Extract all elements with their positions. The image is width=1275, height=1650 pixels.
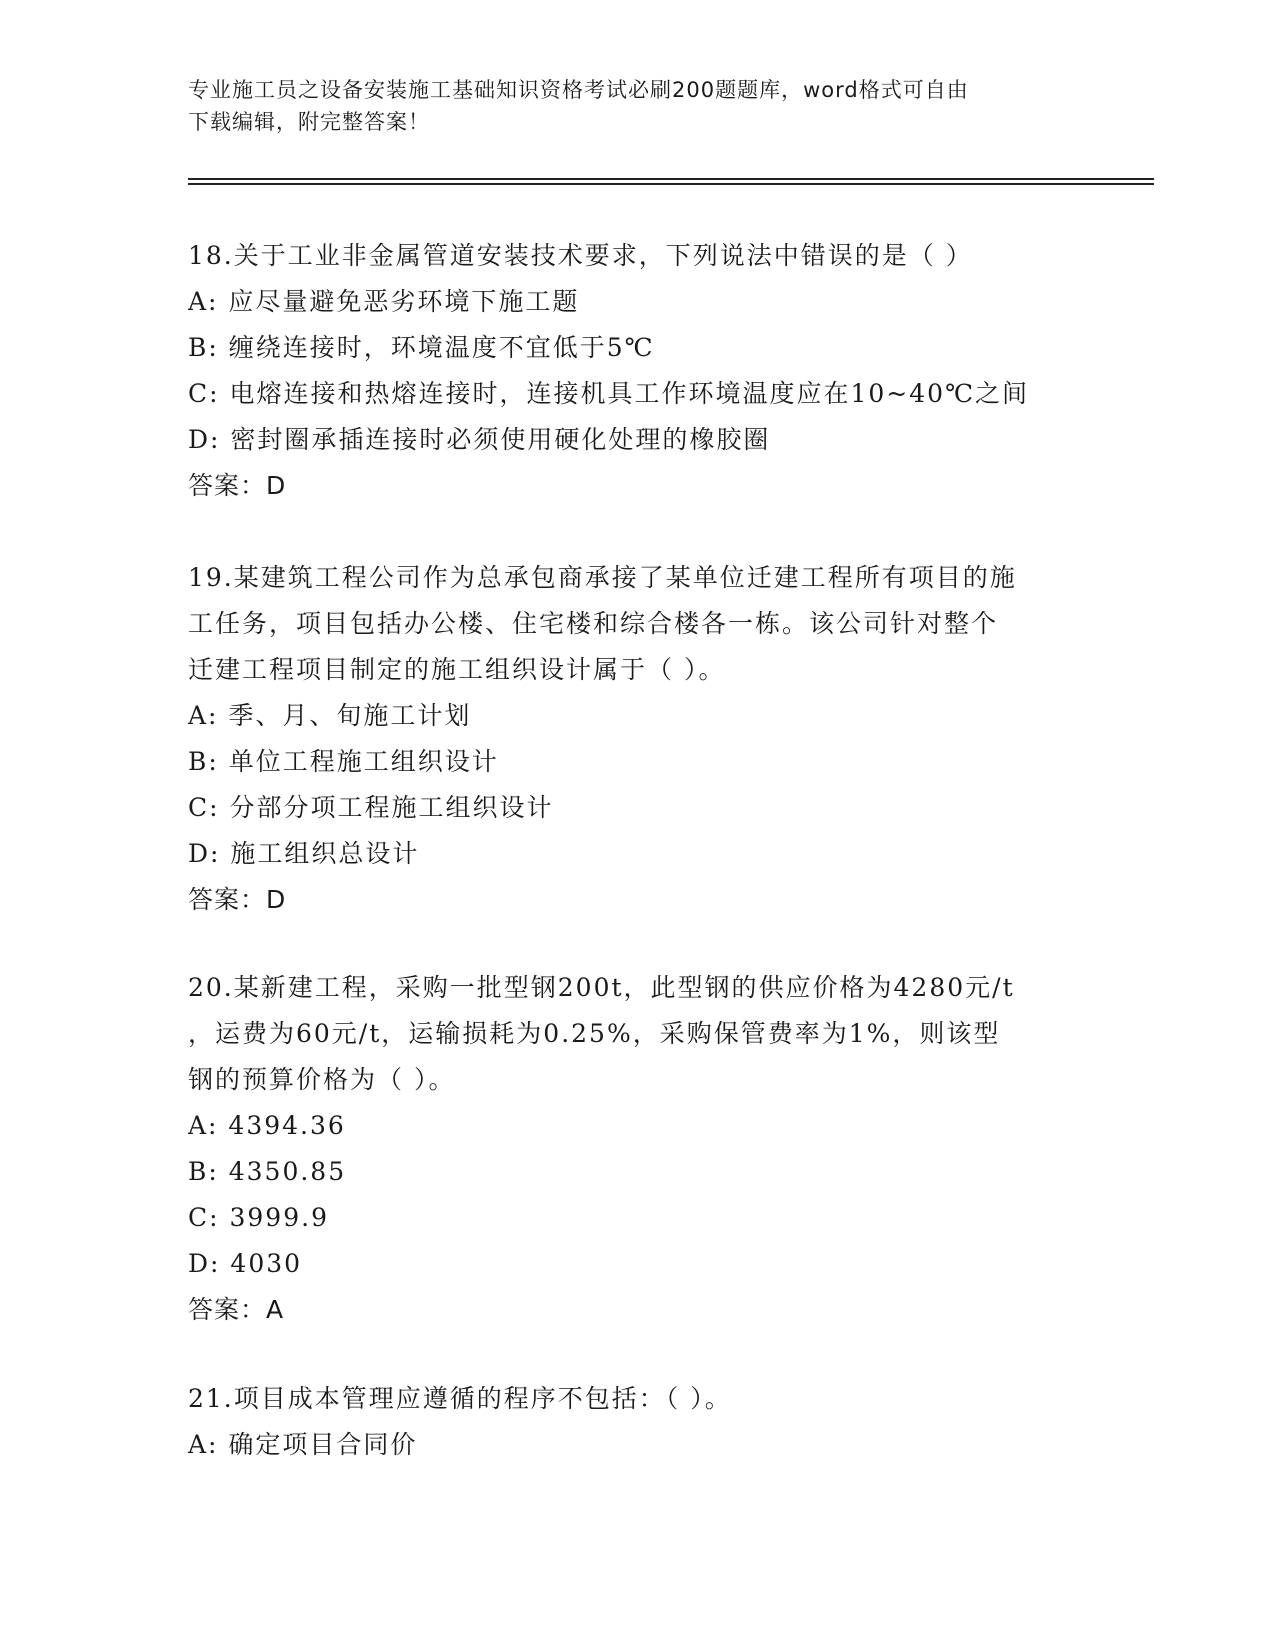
question-stem: 工任务，项目包括办公楼、住宅楼和综合楼各一栋。该公司针对整个 [188,609,999,638]
option-b: B: 4350.85 [188,1157,347,1186]
question-19 [188,555,1088,923]
document-header [188,74,1088,138]
header-divider-bottom [188,183,1154,185]
header-line-2: 下载编辑，附完整答案！ [188,110,430,134]
option-a: A: 4394.36 [188,1111,346,1140]
option-a: A: 季、月、旬施工计划 [188,701,472,730]
header-line-1: 专业施工员之设备安装施工基础知识资格考试必刷200题题库，word格式可自由 [188,78,969,102]
question-stem: 18.关于工业非金属管道安装技术要求，下列说法中错误的是（ ） [188,241,973,270]
question-stem: 19.某建筑工程公司作为总承包商承接了某单位迁建工程所有项目的施 [188,563,1017,592]
answer: 答案：D [188,471,287,500]
option-a: A: 应尽量避免恶劣环境下施工题 [188,287,580,316]
option-b: B: 单位工程施工组织设计 [188,747,499,776]
question-stem: 钢的预算价格为（ ）。 [188,1065,456,1094]
option-a: A: 确定项目合同价 [188,1430,418,1459]
option-c: C: 电熔连接和热熔连接时，连接机具工作环境温度应在10~40℃之间 [188,379,1030,408]
question-20 [188,965,1088,1333]
option-d: D: 施工组织总设计 [188,839,420,868]
answer: 答案：D [188,885,287,914]
question-stem: 21.项目成本管理应遵循的程序不包括：（ ）。 [188,1384,732,1413]
option-b: B: 缠绕连接时，环境温度不宜低于5℃ [188,333,655,362]
question-21 [188,1376,1088,1468]
header-divider-top [188,178,1154,180]
question-stem: ，运费为60元/t，运输损耗为0.25%，采购保管费率为1%，则该型 [188,1019,1001,1048]
question-stem: 迁建工程项目制定的施工组织设计属于（ ）。 [188,655,726,684]
question-stem: 20.某新建工程，采购一批型钢200t，此型钢的供应价格为4280元/t [188,973,1015,1002]
option-d: D: 4030 [188,1249,303,1278]
option-c: C: 3999.9 [188,1203,329,1232]
answer: 答案：A [188,1295,285,1324]
option-d: D: 密封圈承插连接时必须使用硬化处理的橡胶圈 [188,425,771,454]
question-18 [188,233,1088,509]
option-c: C: 分部分项工程施工组织设计 [188,793,554,822]
